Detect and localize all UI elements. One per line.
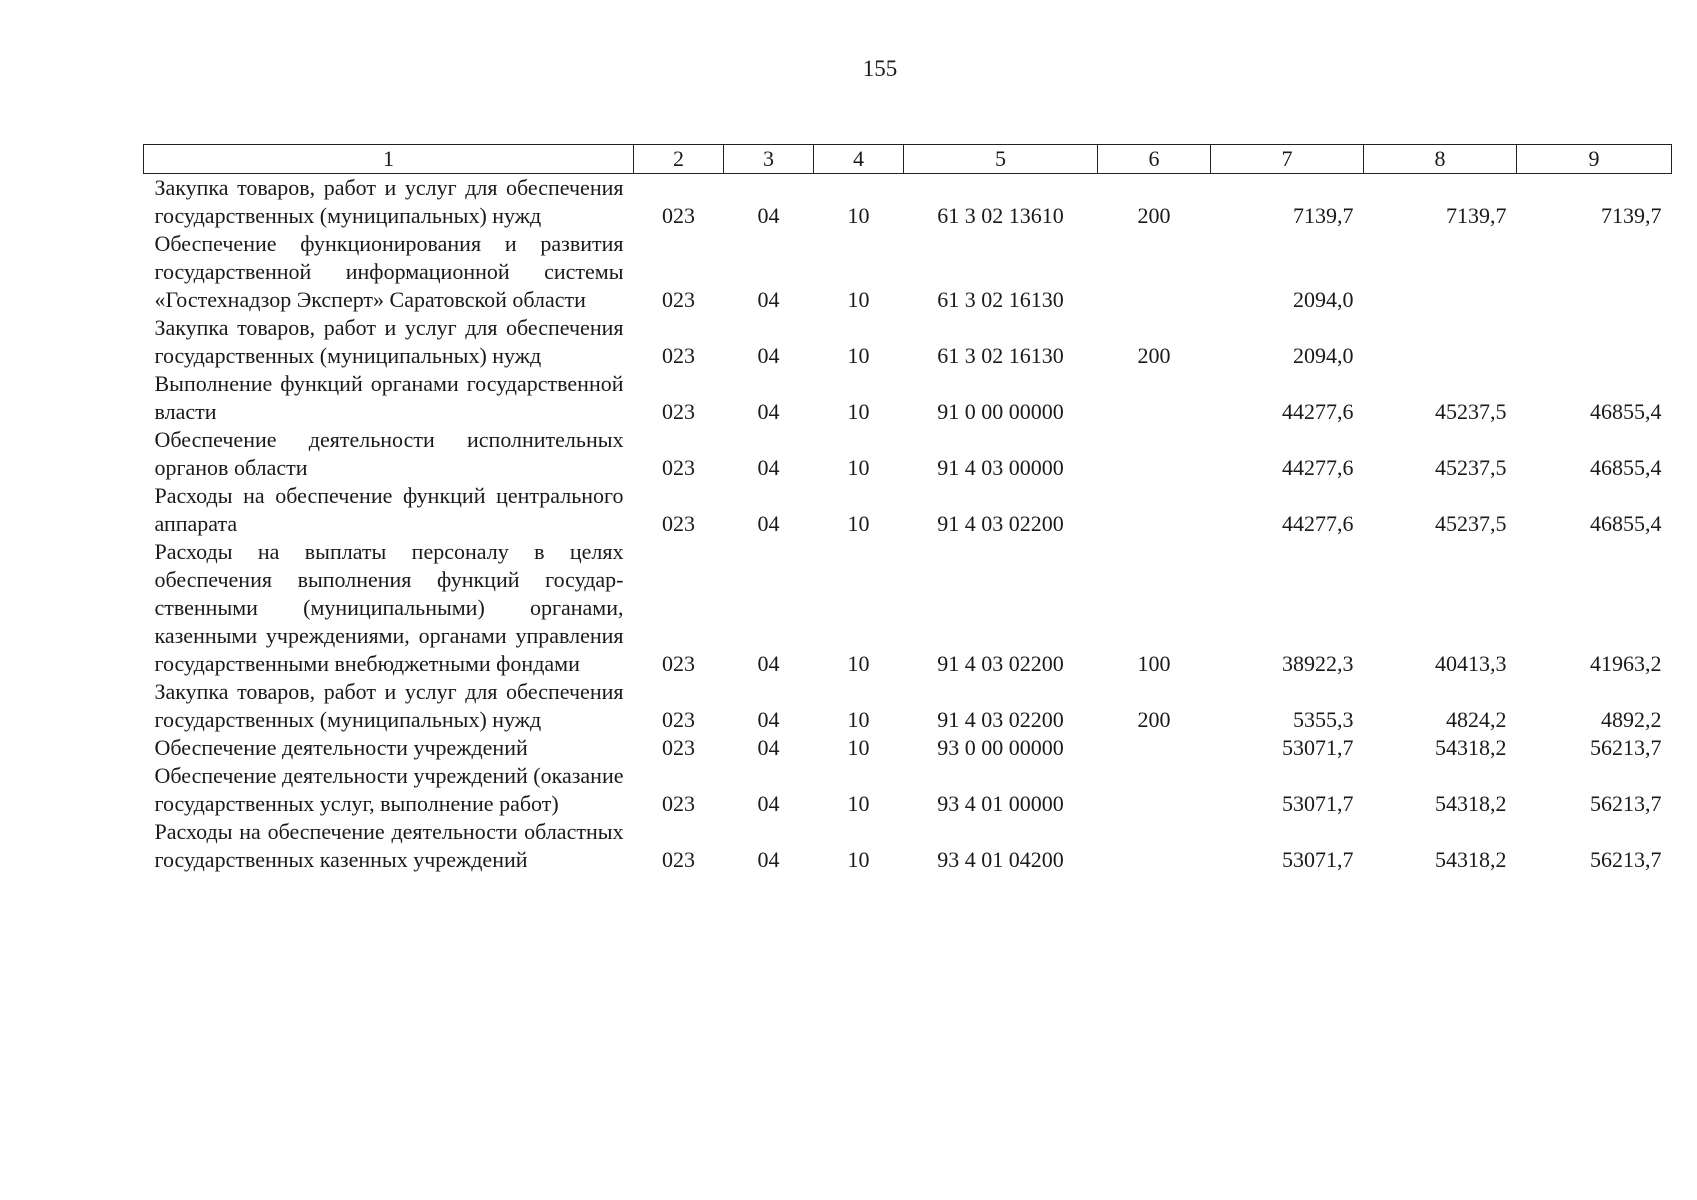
row-target-article: 61 3 02 16130 <box>937 343 1064 368</box>
row-code: 023 <box>662 847 695 872</box>
row-amount-3 <box>1517 314 1672 370</box>
row-amount-1: 44277,6 <box>1282 511 1354 536</box>
row-amount-3: 56213,7 <box>1590 847 1662 872</box>
row-expense-type: 200 <box>1137 343 1171 368</box>
header-col-5: 5 <box>904 145 1098 174</box>
table-row <box>144 762 1672 818</box>
row-expense-type: 200 <box>1137 203 1171 228</box>
row-amount-2: 45237,5 <box>1435 399 1507 424</box>
row-subsection: 10 <box>847 735 870 760</box>
table-row <box>144 482 1672 538</box>
row-subsection: 10 <box>847 651 870 676</box>
row-code: 023 <box>662 455 695 480</box>
row-code: 023 <box>662 203 695 228</box>
row-amount-3: 46855,4 <box>1590 455 1662 480</box>
row-amount-2: 54318,2 <box>1435 847 1507 872</box>
row-amount-1: 53071,7 <box>1282 735 1354 760</box>
header-col-6: 6 <box>1098 145 1211 174</box>
row-name: Обеспечение функционирования и развития государственной информационной системы «Гостехнадзор Эксперт» Саратовской области <box>154 231 624 312</box>
row-expense-type <box>1098 762 1211 818</box>
row-subsection: 10 <box>847 791 870 816</box>
row-section: 04 <box>757 651 780 676</box>
row-code: 023 <box>662 651 695 676</box>
table-row <box>144 538 1672 678</box>
row-amount-1: 44277,6 <box>1282 399 1354 424</box>
row-amount-3: 56213,7 <box>1590 791 1662 816</box>
row-target-article: 91 4 03 02200 <box>937 651 1064 676</box>
row-target-article: 93 4 01 04200 <box>937 847 1064 872</box>
row-amount-1: 38922,3 <box>1282 651 1354 676</box>
row-section: 04 <box>757 847 780 872</box>
row-code: 023 <box>662 343 695 368</box>
row-name: Закупка товаров, работ и услуг для обеспечения государственных (муниципальных) нужд <box>154 315 624 368</box>
header-col-1: 1 <box>144 145 634 174</box>
row-target-article: 91 0 00 00000 <box>937 399 1064 424</box>
row-subsection: 10 <box>847 343 870 368</box>
table-row <box>144 818 1672 874</box>
table-row <box>144 426 1672 482</box>
row-amount-3: 56213,7 <box>1590 735 1662 760</box>
row-name: Расходы на обеспечение деятельности областных государственных казенных учреждений <box>154 819 624 872</box>
row-subsection: 10 <box>847 455 870 480</box>
row-code: 023 <box>662 287 695 312</box>
row-amount-2: 54318,2 <box>1435 735 1507 760</box>
row-section: 04 <box>757 287 780 312</box>
header-col-8: 8 <box>1364 145 1517 174</box>
row-code: 023 <box>662 791 695 816</box>
row-code: 023 <box>662 707 695 732</box>
header-col-4: 4 <box>814 145 904 174</box>
table-row <box>144 678 1672 734</box>
row-amount-1: 7139,7 <box>1293 203 1354 228</box>
row-name: Обеспечение деятельности исполнительных органов области <box>154 427 624 480</box>
row-amount-2 <box>1364 230 1517 314</box>
row-target-article: 61 3 02 16130 <box>937 287 1064 312</box>
row-expense-type <box>1098 230 1211 314</box>
row-amount-1: 2094,0 <box>1293 287 1354 312</box>
row-amount-3: 4892,2 <box>1601 707 1662 732</box>
header-col-7: 7 <box>1211 145 1364 174</box>
header-col-9: 9 <box>1517 145 1672 174</box>
row-amount-2: 4824,2 <box>1446 707 1507 732</box>
row-section: 04 <box>757 511 780 536</box>
row-section: 04 <box>757 791 780 816</box>
row-code: 023 <box>662 399 695 424</box>
row-name: Обеспечение деятельности учреждений (оказание государственных услуг, выполнение работ) <box>154 763 624 816</box>
row-expense-type <box>1098 482 1211 538</box>
row-subsection: 10 <box>847 847 870 872</box>
row-amount-2: 45237,5 <box>1435 511 1507 536</box>
row-target-article: 91 4 03 02200 <box>937 707 1064 732</box>
row-amount-2: 7139,7 <box>1446 203 1507 228</box>
row-section: 04 <box>757 707 780 732</box>
row-subsection: 10 <box>847 203 870 228</box>
row-amount-3: 46855,4 <box>1590 399 1662 424</box>
table-row <box>144 314 1672 370</box>
row-name: Расходы на обеспечение функций центрального аппарата <box>154 483 624 536</box>
row-target-article: 91 4 03 00000 <box>937 455 1064 480</box>
row-subsection: 10 <box>847 511 870 536</box>
row-expense-type <box>1098 370 1211 426</box>
row-amount-3: 41963,2 <box>1590 651 1662 676</box>
row-name: Закупка товаров, работ и услуг для обеспечения государственных (муниципальных) нужд <box>154 679 624 732</box>
row-amount-2: 40413,3 <box>1435 651 1507 676</box>
row-expense-type: 200 <box>1137 707 1171 732</box>
row-code: 023 <box>662 735 695 760</box>
table-row <box>144 230 1672 314</box>
row-section: 04 <box>757 203 780 228</box>
row-section: 04 <box>757 343 780 368</box>
row-name: Выполнение функций органами государственной власти <box>154 371 624 424</box>
row-amount-3: 46855,4 <box>1590 511 1662 536</box>
row-amount-1: 53071,7 <box>1282 791 1354 816</box>
header-col-3: 3 <box>724 145 814 174</box>
row-expense-type <box>1098 426 1211 482</box>
table-row <box>144 734 1672 762</box>
row-subsection: 10 <box>847 707 870 732</box>
table-row <box>144 370 1672 426</box>
row-expense-type <box>1098 734 1211 762</box>
row-amount-1: 5355,3 <box>1293 707 1354 732</box>
row-name: Расходы на выплаты персоналу в целях обеспечения выполнения функций государственными (муниципальными) органами, казенными учреждениями, органами управления государственными внебюджетными фондами <box>154 539 624 676</box>
row-target-article: 93 0 00 00000 <box>937 735 1064 760</box>
row-amount-3: 7139,7 <box>1601 203 1662 228</box>
row-amount-2 <box>1364 314 1517 370</box>
row-amount-2: 45237,5 <box>1435 455 1507 480</box>
page-number: 155 <box>862 56 898 81</box>
row-name: Обеспечение деятельности учреждений <box>154 735 528 760</box>
row-expense-type <box>1098 818 1211 874</box>
row-code: 023 <box>662 511 695 536</box>
budget-table <box>143 144 1672 874</box>
row-section: 04 <box>757 735 780 760</box>
row-target-article: 61 3 02 13610 <box>937 203 1064 228</box>
row-expense-type: 100 <box>1137 651 1171 676</box>
row-amount-3 <box>1517 230 1672 314</box>
header-col-2: 2 <box>634 145 724 174</box>
table-row <box>144 174 1672 231</box>
row-target-article: 93 4 01 00000 <box>937 791 1064 816</box>
header-row <box>144 145 1672 174</box>
row-section: 04 <box>757 455 780 480</box>
row-subsection: 10 <box>847 287 870 312</box>
row-section: 04 <box>757 399 780 424</box>
row-target-article: 91 4 03 02200 <box>937 511 1064 536</box>
row-amount-2: 54318,2 <box>1435 791 1507 816</box>
row-amount-1: 44277,6 <box>1282 455 1354 480</box>
row-subsection: 10 <box>847 399 870 424</box>
table-body <box>144 174 1672 875</box>
row-amount-1: 2094,0 <box>1293 343 1354 368</box>
row-name: Закупка товаров, работ и услуг для обеспечения государственных (муниципальных) нужд <box>154 175 624 228</box>
row-amount-1: 53071,7 <box>1282 847 1354 872</box>
